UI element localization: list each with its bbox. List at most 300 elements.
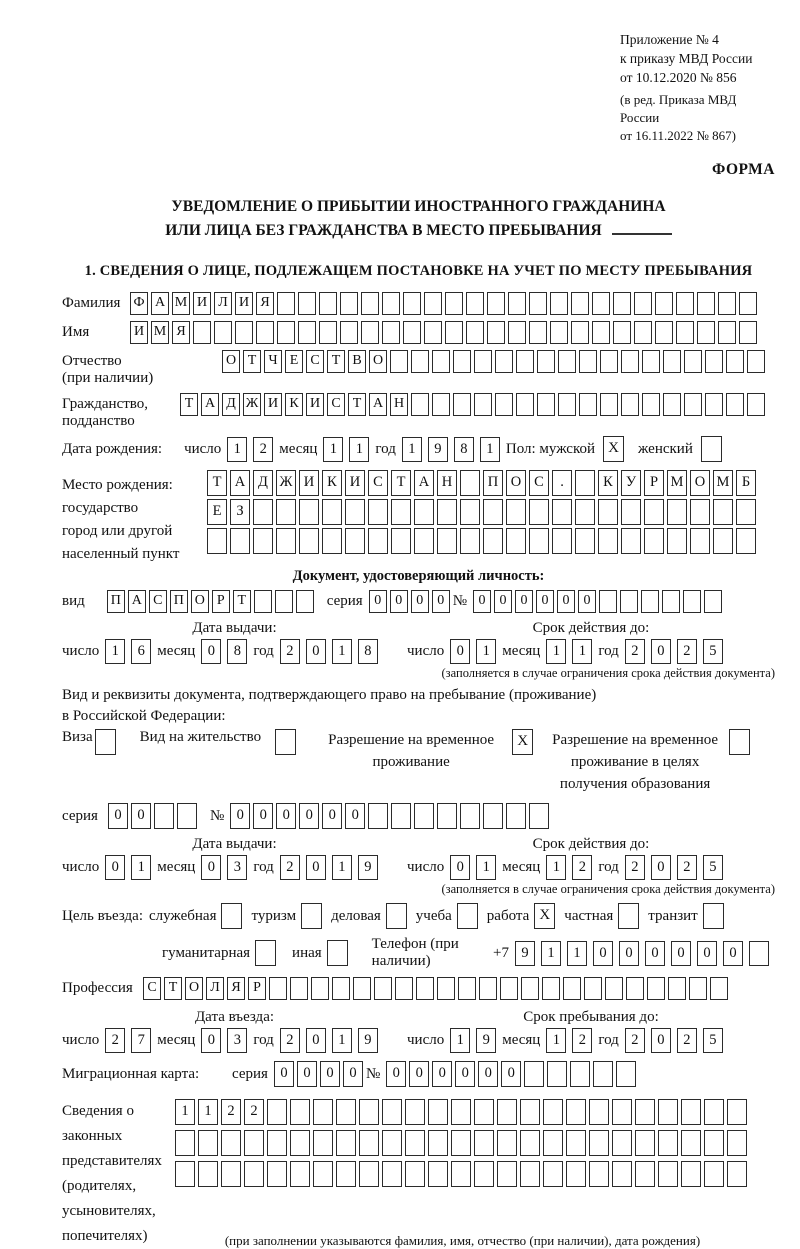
char-cell-empty[interactable] <box>500 977 518 1000</box>
char-cell-empty[interactable] <box>451 1161 471 1187</box>
char-cell-empty[interactable] <box>529 499 549 525</box>
char-cell-empty[interactable] <box>458 977 476 1000</box>
char-cell-filled[interactable]: А <box>128 590 146 613</box>
char-cell-filled[interactable]: 0 <box>671 941 691 966</box>
char-cell-filled[interactable]: 0 <box>322 803 342 829</box>
char-cell-empty[interactable] <box>487 321 505 344</box>
char-cell-filled[interactable]: Н <box>390 393 408 416</box>
char-cell-empty[interactable] <box>726 350 744 373</box>
char-cell-filled[interactable]: 5 <box>703 639 723 664</box>
char-cell-empty[interactable] <box>612 1099 632 1125</box>
char-cell-empty[interactable] <box>474 350 492 373</box>
char-cell-filled[interactable]: 9 <box>358 855 378 880</box>
char-cell-empty[interactable] <box>658 1161 678 1187</box>
char-cell-empty[interactable] <box>718 321 736 344</box>
char-cell-filled[interactable]: О <box>191 590 209 613</box>
char-cell-filled[interactable]: Д <box>253 470 273 496</box>
char-cell-empty[interactable] <box>612 1130 632 1156</box>
char-cell-filled[interactable]: 3 <box>227 1028 247 1053</box>
char-cell-empty[interactable] <box>403 292 421 315</box>
char-cell-empty[interactable] <box>382 321 400 344</box>
char-cell-filled[interactable]: О <box>369 350 387 373</box>
char-cell-filled[interactable]: 2 <box>572 855 592 880</box>
char-cell-empty[interactable] <box>198 1161 218 1187</box>
char-cell-filled[interactable]: 2 <box>105 1028 125 1053</box>
char-cell-empty[interactable] <box>575 528 595 554</box>
char-cell-empty[interactable] <box>254 590 272 613</box>
char-cell-empty[interactable] <box>483 528 503 554</box>
char-cell-empty[interactable] <box>676 321 694 344</box>
char-cell-filled[interactable]: 9 <box>358 1028 378 1053</box>
char-cell-filled[interactable]: 1 <box>198 1099 218 1125</box>
char-cell-empty[interactable] <box>626 977 644 1000</box>
char-cell-filled[interactable]: 0 <box>253 803 273 829</box>
char-cell-empty[interactable] <box>621 350 639 373</box>
char-cell-empty[interactable] <box>214 321 232 344</box>
char-cell-empty[interactable] <box>655 292 673 315</box>
char-cell-filled[interactable]: 5 <box>703 855 723 880</box>
char-cell-empty[interactable] <box>543 1130 563 1156</box>
char-cell-filled[interactable]: И <box>306 393 324 416</box>
char-cell-filled[interactable]: 1 <box>131 855 151 880</box>
char-cell-empty[interactable] <box>319 321 337 344</box>
char-cell-empty[interactable] <box>497 1099 517 1125</box>
char-cell-empty[interactable] <box>663 393 681 416</box>
char-cell-empty[interactable] <box>520 1099 540 1125</box>
char-cell-empty[interactable] <box>290 1099 310 1125</box>
char-cell-empty[interactable] <box>529 803 549 829</box>
char-cell-empty[interactable] <box>253 528 273 554</box>
char-cell-filled[interactable]: 0 <box>131 803 151 829</box>
char-cell-filled[interactable]: 5 <box>703 1028 723 1053</box>
char-cell-filled[interactable]: О <box>506 470 526 496</box>
char-cell-filled[interactable]: 1 <box>450 1028 470 1053</box>
char-cell-filled[interactable]: 2 <box>677 639 697 664</box>
char-cell-empty[interactable] <box>563 977 581 1000</box>
char-cell-filled[interactable]: 0 <box>390 590 408 613</box>
char-cell-empty[interactable] <box>428 1161 448 1187</box>
char-cell-filled[interactable]: 2 <box>625 1028 645 1053</box>
char-cell-filled[interactable]: 0 <box>320 1061 340 1087</box>
char-cell-empty[interactable] <box>445 292 463 315</box>
char-cell-filled[interactable]: 2 <box>221 1099 241 1125</box>
char-cell-empty[interactable] <box>739 292 757 315</box>
char-cell-empty[interactable] <box>662 590 680 613</box>
char-cell-filled[interactable]: С <box>149 590 167 613</box>
char-cell-filled[interactable]: 0 <box>473 590 491 613</box>
char-cell-empty[interactable] <box>336 1161 356 1187</box>
char-cell-empty[interactable] <box>276 499 296 525</box>
char-cell-empty[interactable] <box>497 1130 517 1156</box>
char-cell-empty[interactable] <box>575 499 595 525</box>
char-cell-empty[interactable] <box>497 1161 517 1187</box>
char-cell-filled[interactable]: И <box>299 470 319 496</box>
char-cell-filled[interactable]: Я <box>172 321 190 344</box>
char-cell-empty[interactable] <box>177 803 197 829</box>
char-cell-filled[interactable]: 0 <box>105 855 125 880</box>
char-cell-empty[interactable] <box>332 977 350 1000</box>
char-cell-empty[interactable] <box>621 393 639 416</box>
char-cell-empty[interactable] <box>322 499 342 525</box>
char-cell-filled[interactable]: 1 <box>476 639 496 664</box>
char-cell-filled[interactable]: М <box>713 470 733 496</box>
char-cell-empty[interactable] <box>230 528 250 554</box>
char-cell-empty[interactable] <box>613 321 631 344</box>
char-cell-empty[interactable] <box>690 499 710 525</box>
char-cell-filled[interactable]: О <box>690 470 710 496</box>
char-cell-filled[interactable]: Я <box>227 977 245 1000</box>
char-cell-filled[interactable]: И <box>264 393 282 416</box>
char-cell-empty[interactable] <box>558 393 576 416</box>
char-cell-empty[interactable] <box>684 393 702 416</box>
char-cell-filled[interactable]: 1 <box>227 437 247 462</box>
char-cell-empty[interactable] <box>361 292 379 315</box>
char-cell-empty[interactable] <box>516 350 534 373</box>
char-cell-filled[interactable]: И <box>345 470 365 496</box>
char-cell-filled[interactable]: И <box>235 292 253 315</box>
char-cell-empty[interactable] <box>311 977 329 1000</box>
char-cell-empty[interactable] <box>411 350 429 373</box>
char-cell-filled[interactable]: 0 <box>651 1028 671 1053</box>
char-cell-filled[interactable]: Л <box>206 977 224 1000</box>
char-cell-empty[interactable] <box>508 321 526 344</box>
char-cell-empty[interactable] <box>483 803 503 829</box>
char-cell-filled[interactable]: 1 <box>572 639 592 664</box>
char-cell-empty[interactable] <box>727 1161 747 1187</box>
char-cell-filled[interactable]: Б <box>736 470 756 496</box>
purpose-study-checkbox[interactable] <box>457 903 478 929</box>
char-cell-filled[interactable]: Т <box>243 350 261 373</box>
char-cell-empty[interactable] <box>566 1099 586 1125</box>
char-cell-filled[interactable]: Я <box>256 292 274 315</box>
char-cell-empty[interactable] <box>313 1161 333 1187</box>
char-cell-filled[interactable]: 0 <box>201 639 221 664</box>
char-cell-empty[interactable] <box>589 1161 609 1187</box>
char-cell-filled[interactable]: Т <box>233 590 251 613</box>
char-cell-filled[interactable]: Р <box>212 590 230 613</box>
char-cell-empty[interactable] <box>474 393 492 416</box>
char-cell-filled[interactable]: 2 <box>677 1028 697 1053</box>
char-cell-empty[interactable] <box>524 1061 544 1087</box>
char-cell-filled[interactable]: 2 <box>244 1099 264 1125</box>
char-cell-empty[interactable] <box>506 499 526 525</box>
char-cell-filled[interactable]: 0 <box>306 855 326 880</box>
char-cell-empty[interactable] <box>414 803 434 829</box>
char-cell-empty[interactable] <box>529 321 547 344</box>
char-cell-empty[interactable] <box>453 393 471 416</box>
char-cell-empty[interactable] <box>395 977 413 1000</box>
char-cell-empty[interactable] <box>705 393 723 416</box>
char-cell-filled[interactable]: Е <box>207 499 227 525</box>
char-cell-filled[interactable]: А <box>369 393 387 416</box>
title-blank-line[interactable] <box>612 219 672 235</box>
char-cell-empty[interactable] <box>382 1161 402 1187</box>
char-cell-empty[interactable] <box>382 292 400 315</box>
char-cell-empty[interactable] <box>267 1161 287 1187</box>
char-cell-filled[interactable]: А <box>151 292 169 315</box>
char-cell-filled[interactable]: Н <box>437 470 457 496</box>
char-cell-empty[interactable] <box>658 1130 678 1156</box>
char-cell-empty[interactable] <box>221 1130 241 1156</box>
char-cell-empty[interactable] <box>275 590 293 613</box>
char-cell-empty[interactable] <box>642 393 660 416</box>
char-cell-filled[interactable]: А <box>201 393 219 416</box>
char-cell-filled[interactable]: 0 <box>723 941 743 966</box>
char-cell-filled[interactable]: 2 <box>280 855 300 880</box>
char-cell-filled[interactable]: 0 <box>201 855 221 880</box>
char-cell-empty[interactable] <box>390 350 408 373</box>
char-cell-empty[interactable] <box>736 499 756 525</box>
char-cell-empty[interactable] <box>667 528 687 554</box>
char-cell-empty[interactable] <box>495 350 513 373</box>
char-cell-empty[interactable] <box>697 321 715 344</box>
char-cell-empty[interactable] <box>681 1161 701 1187</box>
char-cell-empty[interactable] <box>405 1099 425 1125</box>
char-cell-empty[interactable] <box>589 1099 609 1125</box>
char-cell-empty[interactable] <box>644 499 664 525</box>
char-cell-filled[interactable]: 0 <box>274 1061 294 1087</box>
char-cell-empty[interactable] <box>445 321 463 344</box>
char-cell-empty[interactable] <box>598 499 618 525</box>
char-cell-empty[interactable] <box>641 590 659 613</box>
char-cell-filled[interactable]: Т <box>348 393 366 416</box>
char-cell-filled[interactable]: С <box>143 977 161 1000</box>
char-cell-empty[interactable] <box>600 393 618 416</box>
char-cell-empty[interactable] <box>710 977 728 1000</box>
char-cell-empty[interactable] <box>368 499 388 525</box>
char-cell-empty[interactable] <box>508 292 526 315</box>
char-cell-filled[interactable]: 2 <box>677 855 697 880</box>
char-cell-filled[interactable]: 0 <box>645 941 665 966</box>
char-cell-filled[interactable]: 9 <box>476 1028 496 1053</box>
char-cell-filled[interactable]: 1 <box>476 855 496 880</box>
char-cell-empty[interactable] <box>566 1161 586 1187</box>
char-cell-empty[interactable] <box>592 292 610 315</box>
char-cell-filled[interactable]: 0 <box>450 639 470 664</box>
char-cell-empty[interactable] <box>277 292 295 315</box>
char-cell-empty[interactable] <box>453 350 471 373</box>
char-cell-filled[interactable]: 0 <box>536 590 554 613</box>
char-cell-empty[interactable] <box>552 528 572 554</box>
char-cell-filled[interactable]: . <box>552 470 572 496</box>
char-cell-empty[interactable] <box>411 393 429 416</box>
char-cell-filled[interactable]: 1 <box>546 639 566 664</box>
char-cell-empty[interactable] <box>474 1161 494 1187</box>
char-cell-empty[interactable] <box>704 1161 724 1187</box>
char-cell-empty[interactable] <box>658 1099 678 1125</box>
char-cell-empty[interactable] <box>391 803 411 829</box>
char-cell-filled[interactable]: 0 <box>501 1061 521 1087</box>
char-cell-filled[interactable]: 0 <box>409 1061 429 1087</box>
char-cell-empty[interactable] <box>506 803 526 829</box>
purpose-tourism-checkbox[interactable] <box>301 903 322 929</box>
char-cell-empty[interactable] <box>621 499 641 525</box>
option-temp-residence-checkbox[interactable]: X <box>512 729 533 755</box>
char-cell-filled[interactable]: 1 <box>480 437 500 462</box>
char-cell-empty[interactable] <box>684 350 702 373</box>
char-cell-filled[interactable]: Р <box>248 977 266 1000</box>
purpose-transit-checkbox[interactable] <box>703 903 724 929</box>
char-cell-empty[interactable] <box>620 590 638 613</box>
char-cell-empty[interactable] <box>579 393 597 416</box>
char-cell-filled[interactable]: Ф <box>130 292 148 315</box>
char-cell-filled[interactable]: У <box>621 470 641 496</box>
char-cell-empty[interactable] <box>276 528 296 554</box>
char-cell-empty[interactable] <box>689 977 707 1000</box>
char-cell-empty[interactable] <box>727 1099 747 1125</box>
char-cell-empty[interactable] <box>267 1099 287 1125</box>
char-cell-empty[interactable] <box>705 350 723 373</box>
char-cell-filled[interactable]: 6 <box>131 639 151 664</box>
char-cell-empty[interactable] <box>290 977 308 1000</box>
char-cell-empty[interactable] <box>483 499 503 525</box>
char-cell-filled[interactable]: И <box>193 292 211 315</box>
char-cell-empty[interactable] <box>340 292 358 315</box>
char-cell-empty[interactable] <box>506 528 526 554</box>
char-cell-empty[interactable] <box>221 1161 241 1187</box>
char-cell-empty[interactable] <box>244 1130 264 1156</box>
char-cell-filled[interactable]: 2 <box>253 437 273 462</box>
char-cell-empty[interactable] <box>547 1061 567 1087</box>
char-cell-empty[interactable] <box>593 1061 613 1087</box>
char-cell-filled[interactable]: К <box>322 470 342 496</box>
char-cell-filled[interactable]: 1 <box>546 855 566 880</box>
char-cell-filled[interactable]: С <box>306 350 324 373</box>
char-cell-empty[interactable] <box>267 1130 287 1156</box>
char-cell-empty[interactable] <box>616 1061 636 1087</box>
char-cell-empty[interactable] <box>635 1099 655 1125</box>
char-cell-filled[interactable]: С <box>529 470 549 496</box>
char-cell-filled[interactable]: Т <box>207 470 227 496</box>
char-cell-filled[interactable]: П <box>483 470 503 496</box>
char-cell-filled[interactable]: 0 <box>515 590 533 613</box>
char-cell-empty[interactable] <box>474 1099 494 1125</box>
char-cell-empty[interactable] <box>460 470 480 496</box>
char-cell-filled[interactable]: Т <box>327 350 345 373</box>
option-temp-residence-education-checkbox[interactable] <box>729 729 750 755</box>
purpose-other-checkbox[interactable] <box>327 940 348 966</box>
char-cell-filled[interactable]: В <box>348 350 366 373</box>
char-cell-empty[interactable] <box>319 292 337 315</box>
char-cell-filled[interactable]: О <box>222 350 240 373</box>
char-cell-filled[interactable]: 9 <box>428 437 448 462</box>
char-cell-empty[interactable] <box>416 977 434 1000</box>
char-cell-empty[interactable] <box>432 393 450 416</box>
char-cell-filled[interactable]: 0 <box>411 590 429 613</box>
char-cell-filled[interactable]: 0 <box>108 803 128 829</box>
char-cell-empty[interactable] <box>359 1099 379 1125</box>
char-cell-empty[interactable] <box>605 977 623 1000</box>
char-cell-empty[interactable] <box>704 1130 724 1156</box>
char-cell-filled[interactable]: 0 <box>369 590 387 613</box>
char-cell-empty[interactable] <box>552 499 572 525</box>
char-cell-filled[interactable]: 0 <box>201 1028 221 1053</box>
char-cell-empty[interactable] <box>584 977 602 1000</box>
char-cell-filled[interactable]: 2 <box>280 1028 300 1053</box>
char-cell-empty[interactable] <box>621 528 641 554</box>
char-cell-filled[interactable]: 0 <box>276 803 296 829</box>
char-cell-empty[interactable] <box>451 1099 471 1125</box>
char-cell-filled[interactable]: 8 <box>454 437 474 462</box>
char-cell-filled[interactable]: 0 <box>343 1061 363 1087</box>
char-cell-empty[interactable] <box>713 499 733 525</box>
char-cell-empty[interactable] <box>424 321 442 344</box>
char-cell-empty[interactable] <box>154 803 174 829</box>
char-cell-empty[interactable] <box>290 1130 310 1156</box>
char-cell-filled[interactable]: Е <box>285 350 303 373</box>
sex-female-checkbox[interactable] <box>701 436 722 462</box>
char-cell-filled[interactable]: 1 <box>567 941 587 966</box>
char-cell-filled[interactable]: К <box>285 393 303 416</box>
char-cell-filled[interactable]: 0 <box>578 590 596 613</box>
char-cell-filled[interactable]: Ч <box>264 350 282 373</box>
char-cell-empty[interactable] <box>253 499 273 525</box>
char-cell-empty[interactable] <box>336 1130 356 1156</box>
char-cell-empty[interactable] <box>739 321 757 344</box>
char-cell-filled[interactable]: А <box>230 470 250 496</box>
char-cell-empty[interactable] <box>520 1161 540 1187</box>
char-cell-empty[interactable] <box>361 321 379 344</box>
char-cell-empty[interactable] <box>634 292 652 315</box>
char-cell-empty[interactable] <box>647 977 665 1000</box>
char-cell-empty[interactable] <box>296 590 314 613</box>
char-cell-filled[interactable]: 0 <box>478 1061 498 1087</box>
char-cell-empty[interactable] <box>520 1130 540 1156</box>
char-cell-filled[interactable]: 2 <box>625 855 645 880</box>
char-cell-filled[interactable]: 1 <box>541 941 561 966</box>
char-cell-filled[interactable]: 8 <box>227 639 247 664</box>
char-cell-empty[interactable] <box>414 528 434 554</box>
char-cell-empty[interactable] <box>451 1130 471 1156</box>
char-cell-filled[interactable]: 0 <box>386 1061 406 1087</box>
char-cell-empty[interactable] <box>749 941 769 966</box>
char-cell-empty[interactable] <box>570 1061 590 1087</box>
char-cell-empty[interactable] <box>589 1130 609 1156</box>
char-cell-empty[interactable] <box>193 321 211 344</box>
char-cell-empty[interactable] <box>600 350 618 373</box>
char-cell-filled[interactable]: 9 <box>515 941 535 966</box>
char-cell-empty[interactable] <box>403 321 421 344</box>
char-cell-empty[interactable] <box>437 499 457 525</box>
char-cell-filled[interactable]: 0 <box>230 803 250 829</box>
char-cell-empty[interactable] <box>428 1130 448 1156</box>
char-cell-empty[interactable] <box>175 1130 195 1156</box>
char-cell-empty[interactable] <box>460 499 480 525</box>
char-cell-empty[interactable] <box>299 528 319 554</box>
char-cell-filled[interactable]: 0 <box>306 1028 326 1053</box>
char-cell-empty[interactable] <box>566 1130 586 1156</box>
char-cell-filled[interactable]: 0 <box>432 590 450 613</box>
option-visa-checkbox[interactable] <box>95 729 116 755</box>
char-cell-empty[interactable] <box>391 499 411 525</box>
char-cell-empty[interactable] <box>747 393 765 416</box>
char-cell-empty[interactable] <box>718 292 736 315</box>
char-cell-filled[interactable]: П <box>170 590 188 613</box>
char-cell-empty[interactable] <box>529 528 549 554</box>
char-cell-empty[interactable] <box>487 292 505 315</box>
purpose-official-checkbox[interactable] <box>221 903 242 929</box>
char-cell-empty[interactable] <box>697 292 715 315</box>
char-cell-empty[interactable] <box>635 1130 655 1156</box>
char-cell-empty[interactable] <box>359 1130 379 1156</box>
char-cell-empty[interactable] <box>663 350 681 373</box>
char-cell-empty[interactable] <box>579 350 597 373</box>
char-cell-filled[interactable]: Д <box>222 393 240 416</box>
char-cell-filled[interactable]: 2 <box>625 639 645 664</box>
char-cell-filled[interactable]: Т <box>180 393 198 416</box>
char-cell-empty[interactable] <box>543 1161 563 1187</box>
char-cell-empty[interactable] <box>313 1099 333 1125</box>
